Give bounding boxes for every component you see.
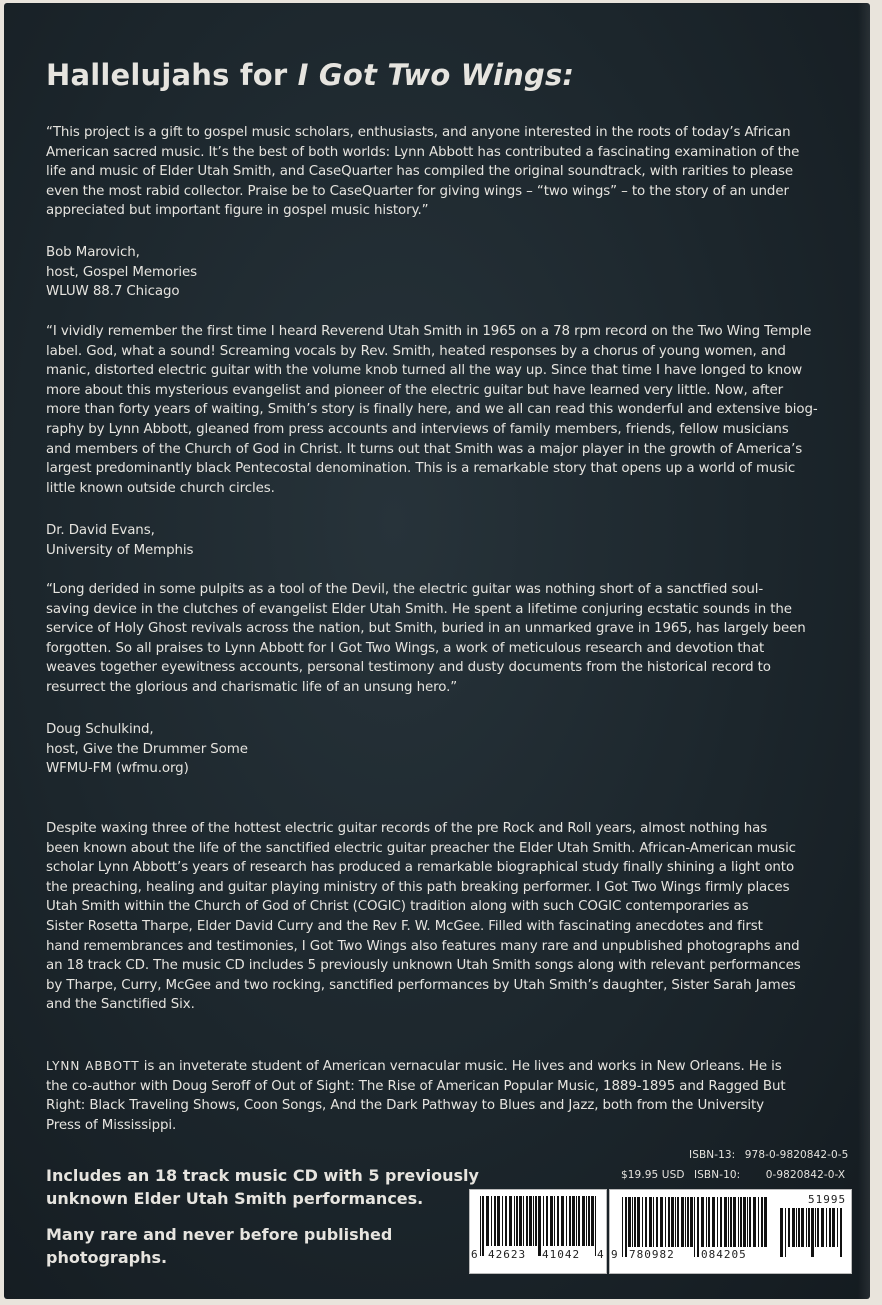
upc-bars bbox=[480, 1196, 598, 1256]
barcode-bar bbox=[625, 1197, 627, 1257]
barcode-bar bbox=[660, 1197, 663, 1247]
barcode-bar bbox=[764, 1197, 767, 1247]
barcode-bar bbox=[730, 1197, 732, 1247]
description-line: an 18 track CD. The music CD includes 5 previously unknown Utah Smith songs along with relevant performances bbox=[46, 958, 801, 974]
description-line: Sister Rosetta Tharpe, Elder David Curry and the Rev F. W. McGee. Filled with fascinating anecdotes and first bbox=[46, 918, 763, 934]
quote-line: more than forty years of waiting, Smith’s story is finally here, and we all can read this wonderful and extensive biog- bbox=[46, 402, 818, 418]
upc-barcode bbox=[469, 1189, 607, 1274]
barcode-bar bbox=[482, 1196, 484, 1256]
isbn13-row bbox=[689, 1149, 848, 1161]
barcode-bar bbox=[566, 1196, 567, 1246]
barcode-bar bbox=[526, 1196, 528, 1246]
barcode-bar bbox=[543, 1196, 544, 1246]
attribution-name: Doug Schulkind, bbox=[46, 722, 154, 737]
bio-line-rest: is an inveterate student of American vernacular music. He lives and works in New Orleans. He is bbox=[139, 1059, 782, 1074]
barcode-bar bbox=[837, 1208, 838, 1247]
quote-line: service of Holy Ghost revivals across the nation, but Smith, buried in an unmarked grave in 1965, has largely been bbox=[46, 621, 806, 637]
barcode-bar bbox=[720, 1197, 722, 1247]
quote-line: little known outside church circles. bbox=[46, 480, 275, 496]
isbn-barcode bbox=[609, 1189, 852, 1274]
quote-evans bbox=[46, 322, 846, 498]
barcode-bar bbox=[494, 1196, 496, 1246]
barcode-bar bbox=[690, 1197, 693, 1247]
upc-digits-right: 41042 bbox=[542, 1248, 581, 1261]
isbn13-value: 978-0-9820842-0-5 bbox=[744, 1149, 849, 1161]
barcode-bar bbox=[591, 1196, 594, 1246]
barcode-bar bbox=[724, 1197, 727, 1247]
barcode-bar bbox=[733, 1197, 736, 1247]
barcode-bar bbox=[749, 1197, 751, 1247]
barcode-bar bbox=[811, 1208, 814, 1257]
quote-line: life and music of Elder Utah Smith, and CaseQuarter has compiled the original soundtrack, with rarities to please bbox=[46, 164, 794, 180]
attribution-evans bbox=[46, 521, 846, 560]
quote-line: raphy by Lynn Abbott, gleaned from press accounts and interviews of family members, friends, fellow musicians bbox=[46, 421, 789, 437]
author-bio bbox=[46, 1057, 846, 1135]
barcode-bar bbox=[788, 1208, 790, 1247]
attribution-name: Bob Marovich, bbox=[46, 245, 140, 260]
barcode-bar bbox=[546, 1196, 548, 1246]
barcode-bar bbox=[738, 1197, 739, 1247]
barcode-bar bbox=[509, 1196, 512, 1246]
barcode-bar bbox=[653, 1197, 654, 1247]
description-line: hand remembrances and testimonies, I Got Two Wings also features many rare and unpublished photographs and bbox=[46, 938, 800, 954]
quote-line: even the most rabid collector. Praise be to CaseQuarter for giving wings – “two wings” – to the story of an under bbox=[46, 183, 789, 199]
barcode-bar bbox=[538, 1196, 541, 1256]
quote-line: saving device in the clutches of evangelist Elder Utah Smith. He spent a lifetime conjuring ecstatic sounds in the bbox=[46, 601, 792, 617]
attribution-role: host, Give the Drummer Some bbox=[46, 741, 248, 757]
barcode-bar bbox=[554, 1196, 555, 1246]
bio-line: Right: Black Traveling Shows, Coon Songs, And the Dark Pathway to Blues and Jazz, both from the University bbox=[46, 1098, 764, 1114]
barcode-bar bbox=[637, 1197, 640, 1247]
barcode-bar bbox=[753, 1197, 756, 1247]
quote-line: weaves together eyewitness accounts, personal testimony and dusty documents from the historical record to bbox=[46, 660, 771, 676]
barcode-bar bbox=[740, 1197, 742, 1247]
barcode-bar bbox=[806, 1208, 807, 1247]
quote-line: appreciated but important figure in gospel music history.” bbox=[46, 203, 429, 219]
quote-schulkind bbox=[46, 580, 846, 698]
barcode-bar bbox=[486, 1196, 489, 1246]
barcode-bar bbox=[671, 1197, 674, 1247]
barcode-bar bbox=[502, 1196, 503, 1246]
description-line: been known about the life of the sanctified electric guitar preacher the Elder Utah Smith. African-American music bbox=[46, 840, 796, 856]
barcode-bar bbox=[586, 1196, 587, 1246]
upc-digit-lead: 6 bbox=[471, 1248, 478, 1261]
barcode-bar bbox=[523, 1196, 524, 1246]
quote-line: manic, distorted electric guitar with the volume knob turned all the way up. Since that time I have longed to know bbox=[46, 363, 803, 379]
attribution-role: host, Gospel Memories bbox=[46, 264, 198, 280]
bio-line: the co-author with Doug Seroff of Out of Sight: The Rise of American Popular Music, 1889-1895 and Ragged But bbox=[46, 1078, 786, 1094]
barcode-bar bbox=[529, 1196, 532, 1246]
barcode-bar bbox=[792, 1208, 795, 1247]
barcode-bar bbox=[785, 1208, 786, 1257]
barcode-bar bbox=[516, 1196, 518, 1246]
barcode-bar bbox=[808, 1208, 810, 1247]
barcode-bar bbox=[576, 1196, 577, 1246]
barcode-bar bbox=[798, 1208, 800, 1247]
barcode-bar bbox=[572, 1196, 575, 1246]
upc-digit-check: 4 bbox=[597, 1248, 604, 1261]
upc-digits-left: 42623 bbox=[488, 1248, 527, 1261]
barcode-bar bbox=[519, 1196, 522, 1246]
quote-line: forgotten. So all praises to Lynn Abbott for I Got Two Wings, a work of meticulous research and devotion that bbox=[46, 640, 765, 656]
barcode-bar bbox=[550, 1196, 553, 1246]
isbn10-row bbox=[621, 1169, 845, 1181]
barcode-bar bbox=[697, 1197, 699, 1257]
barcode-bar bbox=[685, 1197, 686, 1247]
barcode-bar bbox=[588, 1196, 590, 1246]
barcode-bar bbox=[505, 1196, 507, 1246]
attribution-station: WFMU-FM (wfmu.org) bbox=[46, 761, 189, 777]
barcode-bar bbox=[758, 1197, 759, 1247]
promo-line: photographs. bbox=[46, 1248, 168, 1267]
promo-line: Includes an 18 track music CD with 5 previously bbox=[46, 1166, 479, 1185]
barcode-bar bbox=[796, 1208, 797, 1247]
quote-line: more about this mysterious evangelist and pioneer of the electric guitar but have learned very little. Now, after bbox=[46, 382, 784, 398]
attribution-marovich bbox=[46, 243, 846, 302]
description-line: Despite waxing three of the hottest electric guitar records of the pre Rock and Roll years, almost nothing has bbox=[46, 821, 768, 836]
quote-line: American sacred music. It’s the best of both worlds: Lynn Abbott has contributed a fascinating examination of the bbox=[46, 144, 800, 160]
ean-digits-left: 780982 bbox=[629, 1248, 675, 1261]
barcode-bar bbox=[632, 1197, 633, 1247]
description-line: by Tharpe, Curry, McGee and two rocking, sanctified performances by Utah Smith’s daughter, Sister Sarah James bbox=[46, 977, 796, 993]
barcode-bar bbox=[832, 1208, 835, 1247]
book-title: I Got Two Wings: bbox=[297, 58, 575, 92]
barcode-bar bbox=[514, 1196, 515, 1246]
description-line: the preaching, healing and guitar playing ministry of this path breaking performer. I Got Two Wings firmly places bbox=[46, 879, 790, 895]
barcode-bar bbox=[649, 1197, 652, 1247]
description-line: Utah Smith within the Church of God of Christ (COGIC) tradition along with such COGIC contemporaries as bbox=[46, 899, 749, 915]
attribution-name: Dr. David Evans, bbox=[46, 523, 155, 538]
barcode-bar bbox=[675, 1197, 676, 1247]
barcode-bar bbox=[668, 1197, 670, 1247]
ean-addon-bars bbox=[780, 1208, 842, 1257]
barcode-bar bbox=[634, 1197, 636, 1247]
barcode-bar bbox=[687, 1197, 689, 1247]
promo-cd bbox=[46, 1164, 479, 1210]
barcode-bar bbox=[665, 1197, 666, 1247]
barcode-bar bbox=[622, 1197, 623, 1257]
barcode-bar bbox=[569, 1196, 571, 1246]
barcode-bar bbox=[826, 1208, 827, 1247]
attribution-station: WLUW 88.7 Chicago bbox=[46, 284, 180, 300]
page-title bbox=[46, 58, 574, 92]
isbn10-value: 0-9820842-0-X bbox=[765, 1169, 846, 1181]
barcode-bar bbox=[557, 1196, 559, 1246]
barcode-bar bbox=[747, 1197, 748, 1247]
bio-line: Press of Mississippi. bbox=[46, 1117, 177, 1133]
barcode-bar bbox=[829, 1208, 831, 1247]
barcode-bar bbox=[815, 1208, 816, 1247]
book-description bbox=[46, 819, 846, 1015]
description-line: scholar Lynn Abbott’s years of research has produced a remarkable biographical study finally shining a light onto bbox=[46, 860, 795, 876]
barcode-bar bbox=[578, 1196, 580, 1246]
barcode-bar bbox=[701, 1197, 704, 1247]
barcode-bar bbox=[491, 1196, 492, 1246]
bio-line bbox=[46, 1057, 846, 1077]
promo-photos bbox=[46, 1223, 392, 1269]
quote-line: “I vividly remember the first time I heard Reverend Utah Smith in 1965 on a 78 rpm record on the Two Wing Temple bbox=[46, 324, 812, 339]
barcode-bar bbox=[801, 1208, 804, 1247]
barcode-bar bbox=[497, 1196, 500, 1246]
barcode-bar bbox=[780, 1208, 783, 1257]
attribution-role: University of Memphis bbox=[46, 542, 194, 558]
quote-line: largest predominantly black Pentecostal denomination. This is a remarkable story that opens up a world of music bbox=[46, 461, 796, 477]
barcode-bar bbox=[717, 1197, 718, 1247]
barcode-bar bbox=[743, 1197, 746, 1247]
attribution-schulkind bbox=[46, 720, 846, 779]
barcode-bar bbox=[712, 1197, 715, 1247]
isbn10-label: ISBN-10: bbox=[693, 1169, 741, 1181]
barcode-bar bbox=[681, 1197, 684, 1247]
barcode-bar bbox=[817, 1208, 819, 1247]
barcode-bar bbox=[840, 1208, 842, 1257]
barcode-bar bbox=[480, 1196, 481, 1256]
description-line: and the Sanctified Six. bbox=[46, 997, 195, 1013]
quote-line: label. God, what a sound! Screaming vocals by Rev. Smith, heated responses by a chorus of young women, and bbox=[46, 343, 786, 359]
quote-line: and members of the Church of God in Christ. It turns out that Smith was a major player in the growth of America’s bbox=[46, 441, 803, 457]
quote-marovich bbox=[46, 123, 846, 221]
barcode-bar bbox=[642, 1197, 643, 1247]
cover-edge-shadow bbox=[858, 3, 870, 1299]
barcode-bar bbox=[533, 1196, 534, 1246]
barcode-bar bbox=[761, 1197, 763, 1247]
isbn13-label: ISBN-13: bbox=[689, 1149, 736, 1161]
barcode-bar bbox=[708, 1197, 710, 1247]
quote-line: “Long derided in some pulpits as a tool of the Devil, the electric guitar was nothing short of a sanctfied soul- bbox=[46, 582, 764, 597]
title-prefix: Hallelujahs for bbox=[46, 58, 298, 92]
barcode-bar bbox=[628, 1197, 631, 1247]
barcode-bar bbox=[706, 1197, 707, 1247]
barcode-bar bbox=[728, 1197, 729, 1247]
quote-line: resurrect the glorious and charismatic life of an unsung hero.” bbox=[46, 679, 458, 695]
barcode-bar bbox=[595, 1196, 596, 1256]
ean-addon-digits: 51995 bbox=[808, 1193, 847, 1206]
barcode-bar bbox=[535, 1196, 537, 1246]
barcode-bar bbox=[561, 1196, 564, 1246]
barcode-bar bbox=[656, 1197, 658, 1247]
barcode-bar bbox=[677, 1197, 679, 1247]
promo-line: Many rare and never before published bbox=[46, 1225, 393, 1244]
barcode-bar bbox=[582, 1196, 585, 1246]
ean-digit-lead: 9 bbox=[611, 1248, 618, 1261]
price: $19.95 USD bbox=[621, 1169, 685, 1181]
author-name: LYNN ABBOTT bbox=[46, 1059, 140, 1073]
ean-digits-right: 084205 bbox=[701, 1248, 747, 1261]
promo-line: unknown Elder Utah Smith performances. bbox=[46, 1189, 424, 1208]
barcode-bar bbox=[821, 1208, 824, 1247]
quote-line: “This project is a gift to gospel music scholars, enthusiasts, and anyone interested in the roots of today’s African bbox=[46, 125, 791, 140]
barcode-bar bbox=[694, 1197, 695, 1257]
barcode-bar bbox=[645, 1197, 647, 1247]
